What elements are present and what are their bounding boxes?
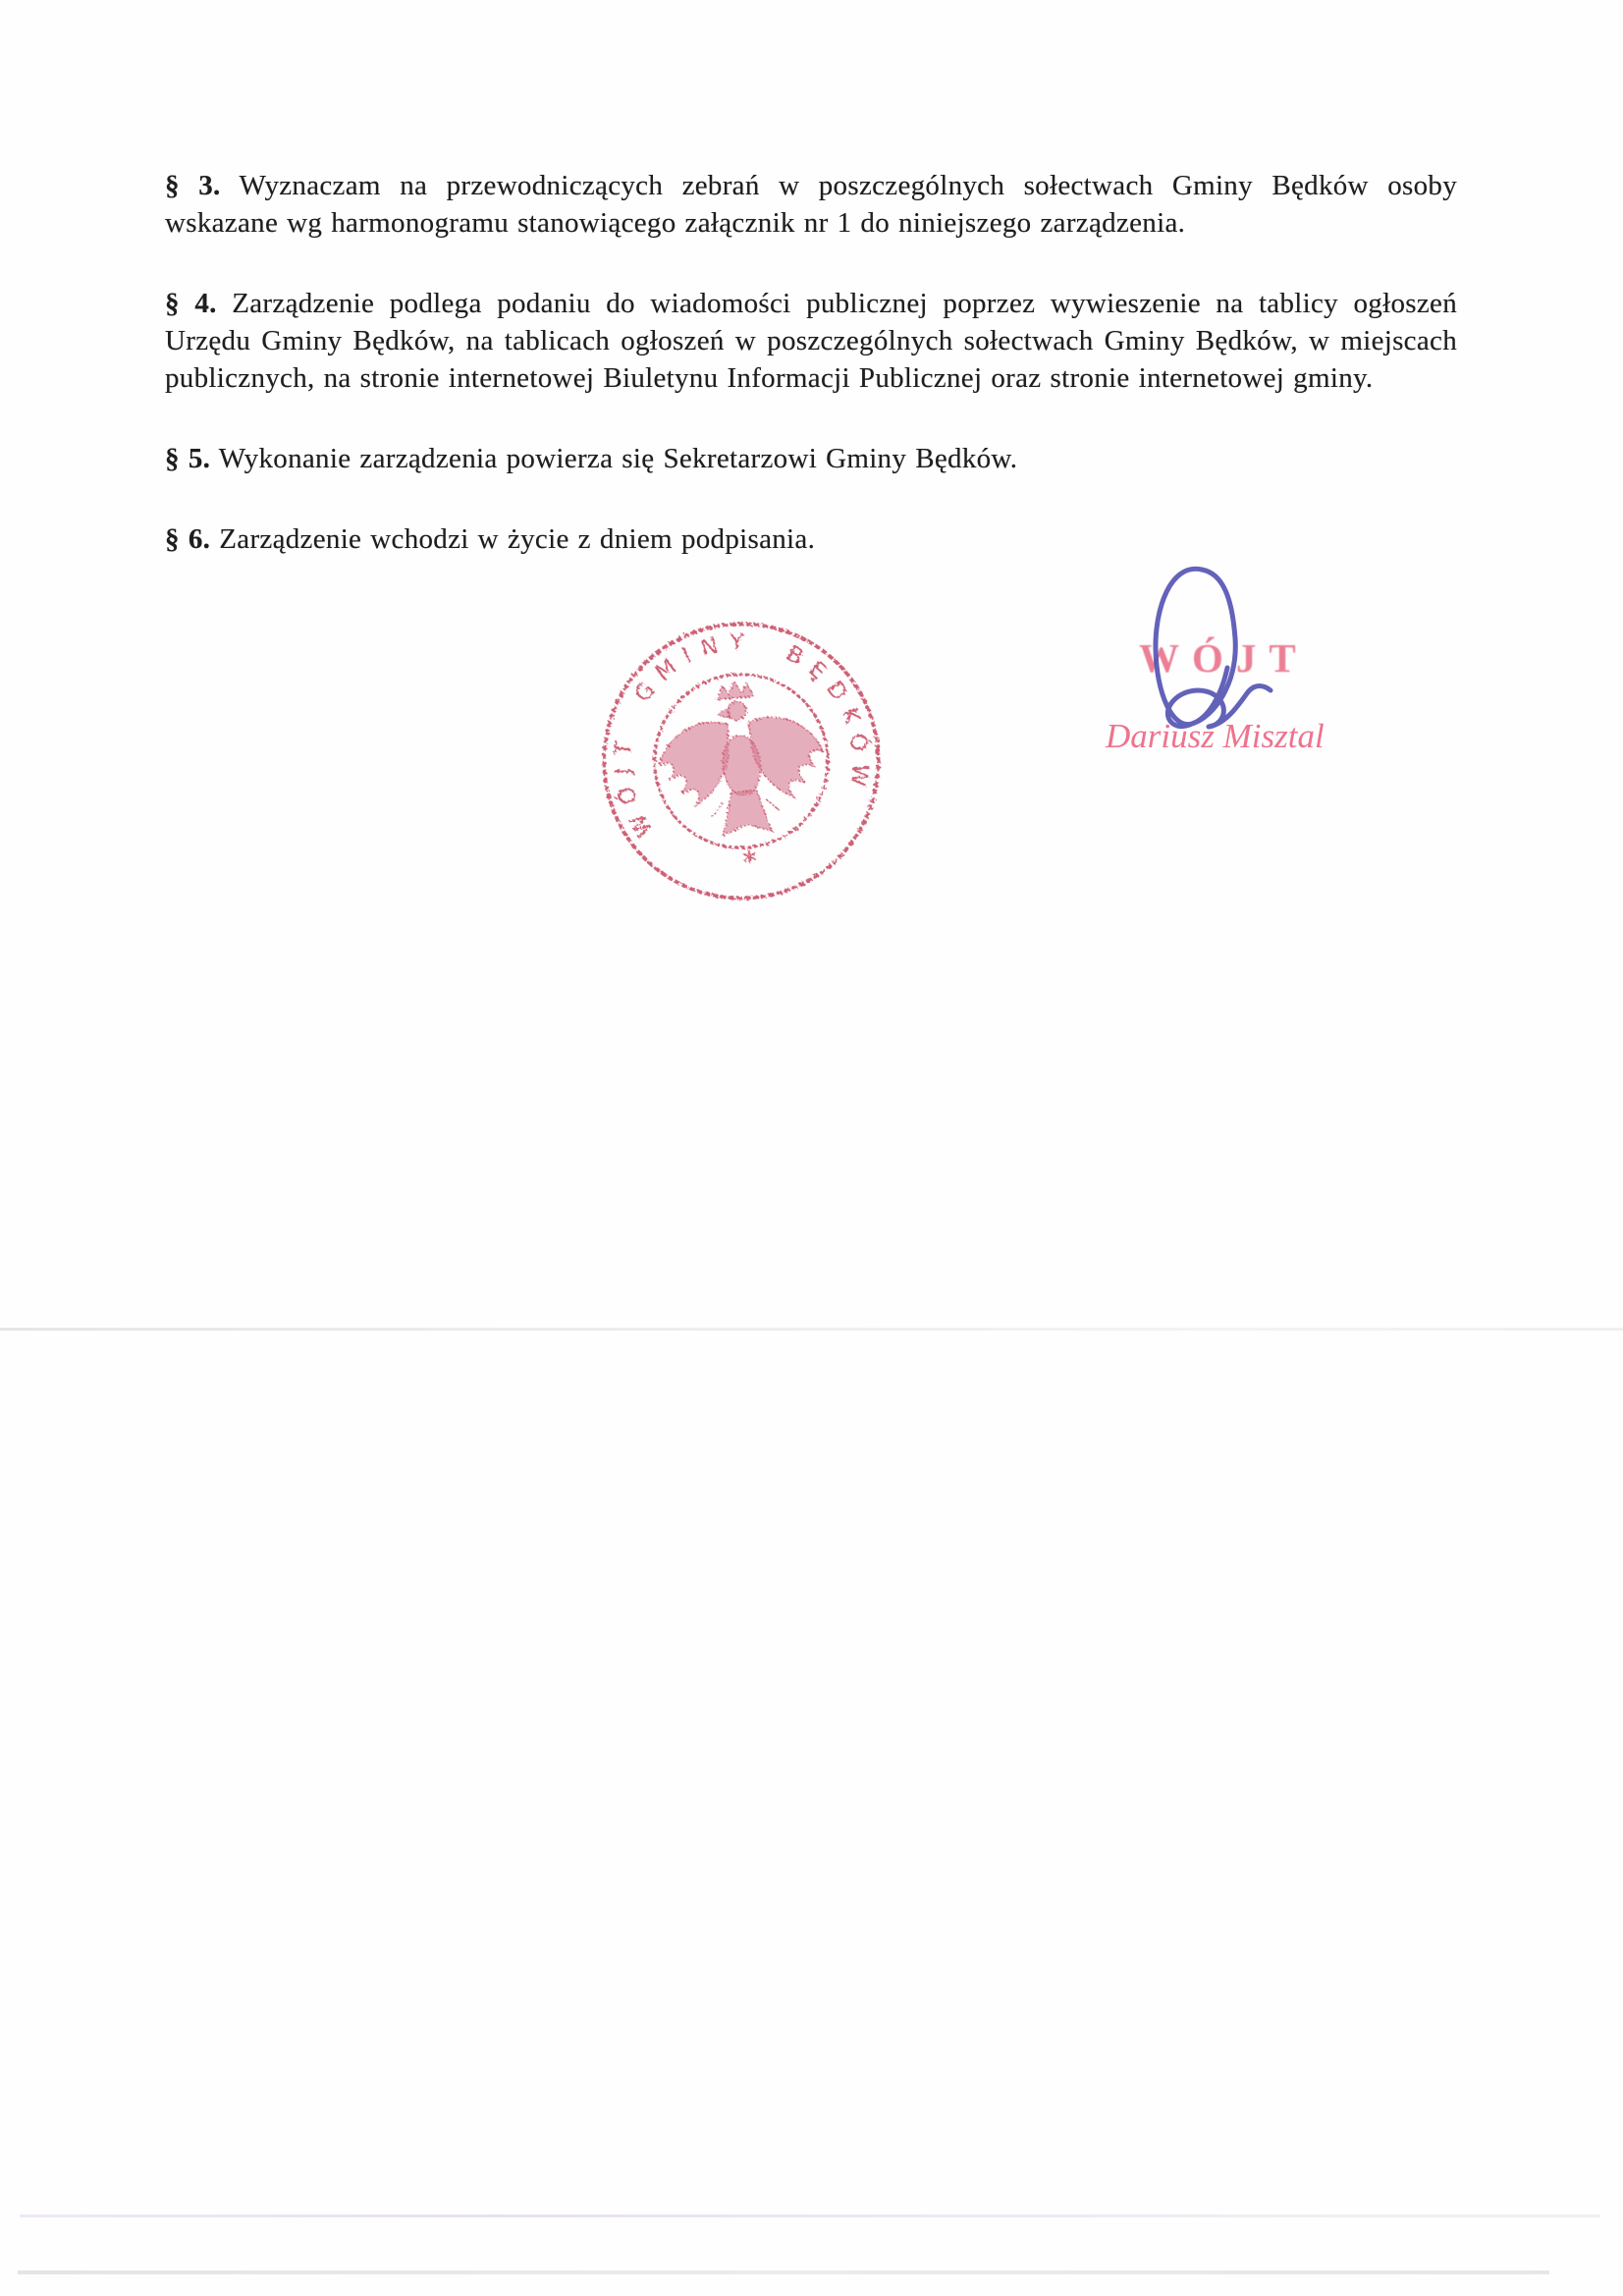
section-marker: § 6. — [165, 523, 211, 555]
section-marker: § 5. — [165, 443, 211, 474]
scan-artifact-line-middle — [0, 1328, 1623, 1331]
paragraph-text: Wyznaczam na przewodniczących zebrań w poszczególnych sołectwach Gminy Będków osoby wskazane wg harmonogramu stanowiącego załącznik nr 1 do niniejszego zarządzenia. — [165, 170, 1458, 239]
handwritten-signature — [1060, 530, 1316, 776]
seal-bottom-star: * — [741, 845, 759, 880]
signature-flourish — [1167, 668, 1271, 727]
official-round-seal — [585, 605, 898, 918]
wojt-title-stamp: WÓJT — [1139, 635, 1309, 681]
paragraph-3 — [165, 167, 1457, 242]
scan-artifact-line-bottom-lower — [18, 2270, 1549, 2274]
paragraph-text: Wykonanie zarządzenia powierza się Sekretarzowi Gminy Będków. — [218, 443, 1018, 474]
section-marker: § 3. — [165, 170, 221, 201]
paragraph-5 — [165, 440, 1457, 477]
paragraph-text: Zarządzenie wchodzi w życie z dniem podpisania. — [219, 523, 816, 555]
wojt-name-stamp: Dariusz Misztal — [1106, 717, 1325, 755]
document-body — [165, 0, 1457, 601]
scan-artifact-line-bottom-upper — [20, 2214, 1600, 2217]
section-marker: § 4. — [165, 288, 217, 319]
paragraph-text: Zarządzenie podlega podaniu do wiadomości publicznej poprzez wywieszenie na tablicy ogłoszeń Urzędu Gminy Będków, na tablicach ogłoszeń w poszczególnych sołectwach Gminy Będków, w miejscach publicznych, na stronie internetowej Biuletynu Informacji Publicznej oraz stronie internetowej gminy. — [165, 288, 1457, 394]
paragraph-4 — [165, 285, 1457, 397]
seal-circular-text: WÓJT GMINY BĘDKÓW — [610, 629, 874, 842]
